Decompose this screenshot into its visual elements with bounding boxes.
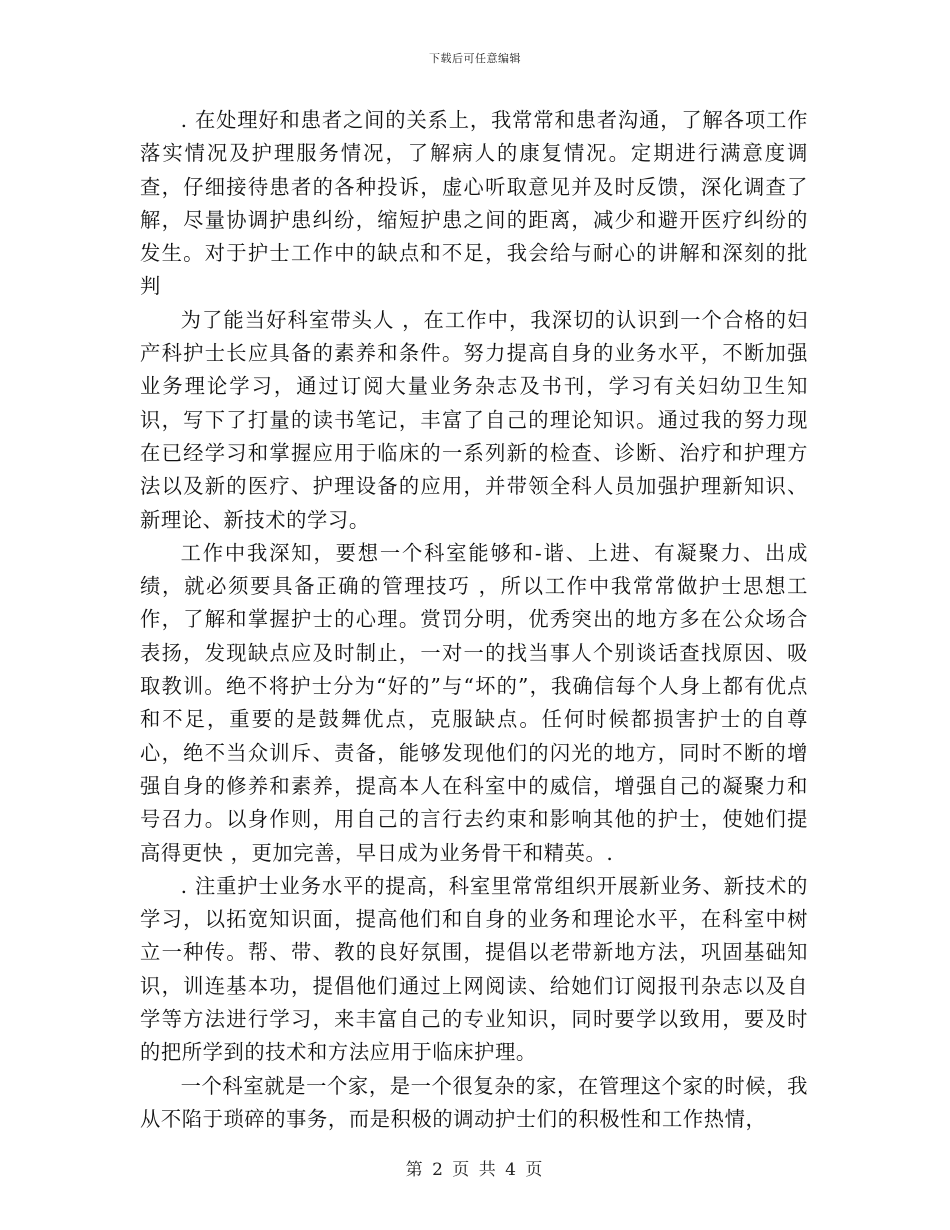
paragraph-3: 工作中我深知，要想一个科室能够和-谐、上进、有凝聚力、出成绩，就必须要具备正确的管理技巧 ，所以工作中我常常做护士思想工作，了解和掌握护士的心理。赏罚分明，优秀突出的地方多在公众场合表扬，发现缺点应及时制止，一对一的找当事人个别谈话查找原因、吸取教训。绝不将护士分为“好的”与“坏的”，我确信每个人身上都有优点和不足，重要的是鼓舞优点，克服缺点。任何时候都损害护士的自尊心，绝不当众训斥、责备，能够发现他们的闪光的地方，同时不断的增强自身的修养和素养，提高本人在科室中的威信，增强自己的凝聚力和号召力。以身作则，用自己的言行去约束和影响其他的护士，使她们提高得更快 ，更加完善，早日成为业务骨干和精英。. [140,540,808,865]
paragraph-2: 为了能当好科室带头人 ，在工作中，我深切的认识到一个合格的妇产科护士长应具备的素养和条件。努力提高自身的业务水平，不断加强业务理论学习，通过订阅大量业务杂志及书刊，学习有关妇幼卫生知识，写下了打量的读书笔记，丰富了自己的理论知识。通过我的努力现在已经学习和掌握应用于临床的一系列新的检查、诊断、治疗和护理方法以及新的医疗、护理设备的应用，并带领全科人员加强护理新知识、新理论、新技术的学习。 [140,307,808,532]
paragraph-4: . 注重护士业务水平的提高，科室里常常组织开展新业务、新技术的学习，以拓宽知识面，提高他们和自身的业务和理论水平，在科室中树立一种传。帮、带、教的良好氛围，提倡以老带新地方法，巩固基础知识，训连基本功，提倡他们通过上网阅读、给她们订阅报刊杂志以及自学等方法进行学习，来丰富自己的专业知识，同时要学以致用，要及时的把所学到的技术和方法应用于临床护理。 [140,873,808,1065]
page-header: 下载后可任意编辑 [429,52,521,65]
document-body [140,104,808,1136]
page-footer: 第 2 页 共 4 页 [405,1160,545,1180]
paragraph-1: . 在处理好和患者之间的关系上，我常常和患者沟通，了解各项工作落实情况及护理服务情况，了解病人的康复情况。定期进行满意度调查，仔细接待患者的各种投诉，虚心听取意见并及时反馈，深化调查了解，尽量协调护患纠纷，缩短护患之间的距离，减少和避开医疗纠纷的发生。对于护士工作中的缺点和不足，我会给与耐心的讲解和深刻的批判 [140,108,808,299]
paragraph-5: 一个科室就是一个家，是一个很复杂的家，在管理这个家的时候，我从不陷于琐碎的事务，而是积极的调动护士们的积极性和工作热情， [140,1073,808,1131]
